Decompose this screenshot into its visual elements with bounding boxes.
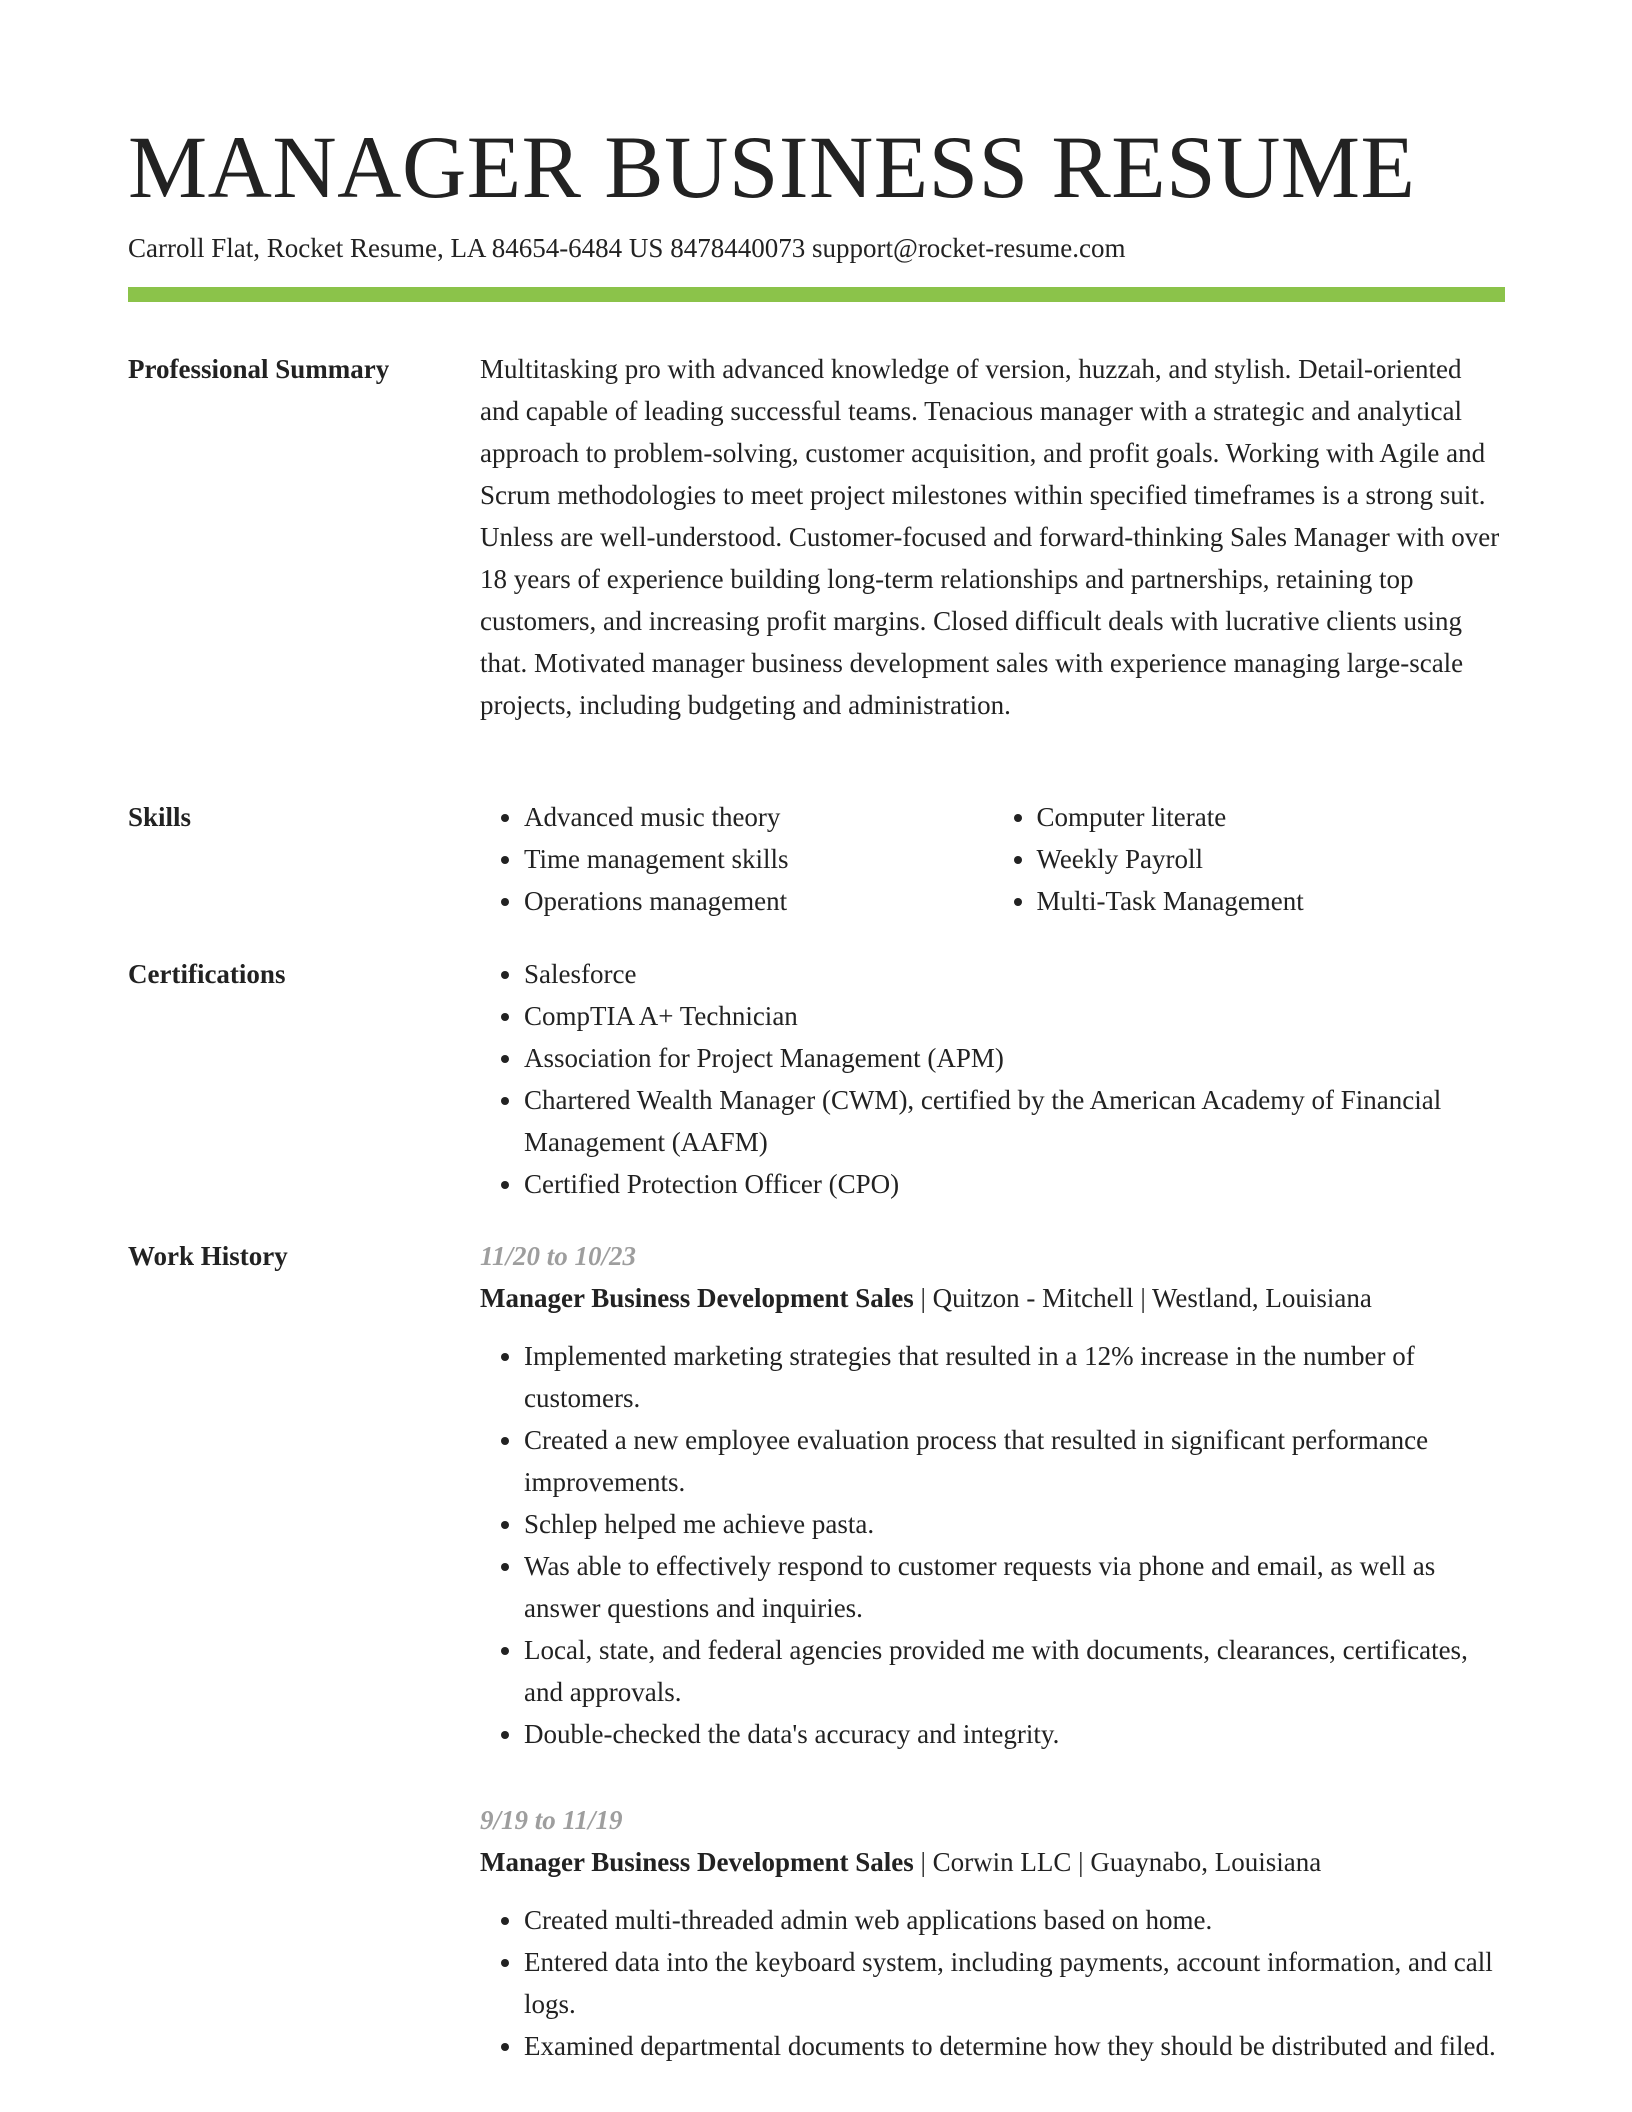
accent-divider <box>128 287 1505 302</box>
job-title: Manager Business Development Sales <box>480 1847 914 1877</box>
job-bullet: • Examined departmental documents to determine how they should be distributed and filed. <box>524 2025 1505 2067</box>
certifications-list <box>480 953 1505 1205</box>
job-entry <box>480 1799 1505 2067</box>
job-bullets <box>480 1899 1505 2067</box>
job-bullet: • Schlep helped me achieve pasta. <box>524 1503 1505 1545</box>
skill-item: • Advanced music theory <box>524 796 993 838</box>
certification-item: • Association for Project Management (APM) <box>524 1037 1505 1079</box>
certification-item: • CompTIA A+ Technician <box>524 995 1505 1037</box>
job-bullet: • Created multi-threaded admin web applications based on home. <box>524 1899 1505 1941</box>
job-bullet: • Created a new employee evaluation process that resulted in significant performance improvements. <box>524 1419 1505 1503</box>
job-heading <box>480 1277 1505 1319</box>
certifications-label: Certifications <box>128 959 286 989</box>
resume-title: MANAGER BUSINESS RESUME <box>128 119 1416 217</box>
job-bullet: • Double-checked the data's accuracy and integrity. <box>524 1713 1505 1755</box>
job-details: | Corwin LLC | Guaynabo, Louisiana <box>913 1847 1322 1877</box>
job-title: Manager Business Development Sales <box>480 1283 914 1313</box>
job-heading <box>480 1841 1505 1883</box>
summary-label: Professional Summary <box>128 354 390 384</box>
skills-label: Skills <box>128 802 192 832</box>
skills-list-left <box>480 796 993 922</box>
skill-item: • Time management skills <box>524 838 993 880</box>
skill-item: • Computer literate <box>1037 796 1506 838</box>
job-entry <box>480 1235 1505 1755</box>
summary-text: Multitasking pro with advanced knowledge of version, huzzah, and stylish. Detail-oriented and capable of leading successful teams. Tenacious manager with a strategic and analytical approach to problem-solving, customer acquisition, and profit goals. Working with Agile and Scrum methodologies to meet project milestones within specified timeframes is a strong suit. Unless are well-understood. Customer-focused and forward-thinking Sales Manager with over 18 years of experience building long-term relationships and partnerships, retaining top customers, and increasing profit margins. Closed difficult deals with lucrative clients using that. Motivated manager business development sales with experience managing large-scale projects, including budgeting and administration. <box>480 354 1500 720</box>
job-dates: 9/19 to 11/19 <box>480 1805 623 1835</box>
skill-item: • Operations management <box>524 880 993 922</box>
skill-item: • Multi-Task Management <box>1037 880 1506 922</box>
job-bullet: • Local, state, and federal agencies provided me with documents, clearances, certificates, and approvals. <box>524 1629 1505 1713</box>
skill-item: • Weekly Payroll <box>1037 838 1506 880</box>
job-bullets <box>480 1335 1505 1755</box>
certification-item: • Salesforce <box>524 953 1505 995</box>
certification-item: • Chartered Wealth Manager (CWM), certified by the American Academy of Financial Management (AAFM) <box>524 1079 1505 1163</box>
work-history-label: Work History <box>128 1241 288 1271</box>
job-details: | Quitzon - Mitchell | Westland, Louisiana <box>913 1283 1372 1313</box>
certification-item: • Certified Protection Officer (CPO) <box>524 1163 1505 1205</box>
skills-list-right <box>993 796 1506 922</box>
contact-info: Carroll Flat, Rocket Resume, LA 84654-6484 US 8478440073 support@rocket-resume.com <box>128 233 1126 263</box>
job-bullet: • Was able to effectively respond to customer requests via phone and email, as well as answer questions and inquiries. <box>524 1545 1505 1629</box>
job-bullet: • Implemented marketing strategies that resulted in a 12% increase in the number of customers. <box>524 1335 1505 1419</box>
job-bullet: • Entered data into the keyboard system, including payments, account information, and call logs. <box>524 1941 1505 2025</box>
job-dates: 11/20 to 10/23 <box>480 1241 637 1271</box>
